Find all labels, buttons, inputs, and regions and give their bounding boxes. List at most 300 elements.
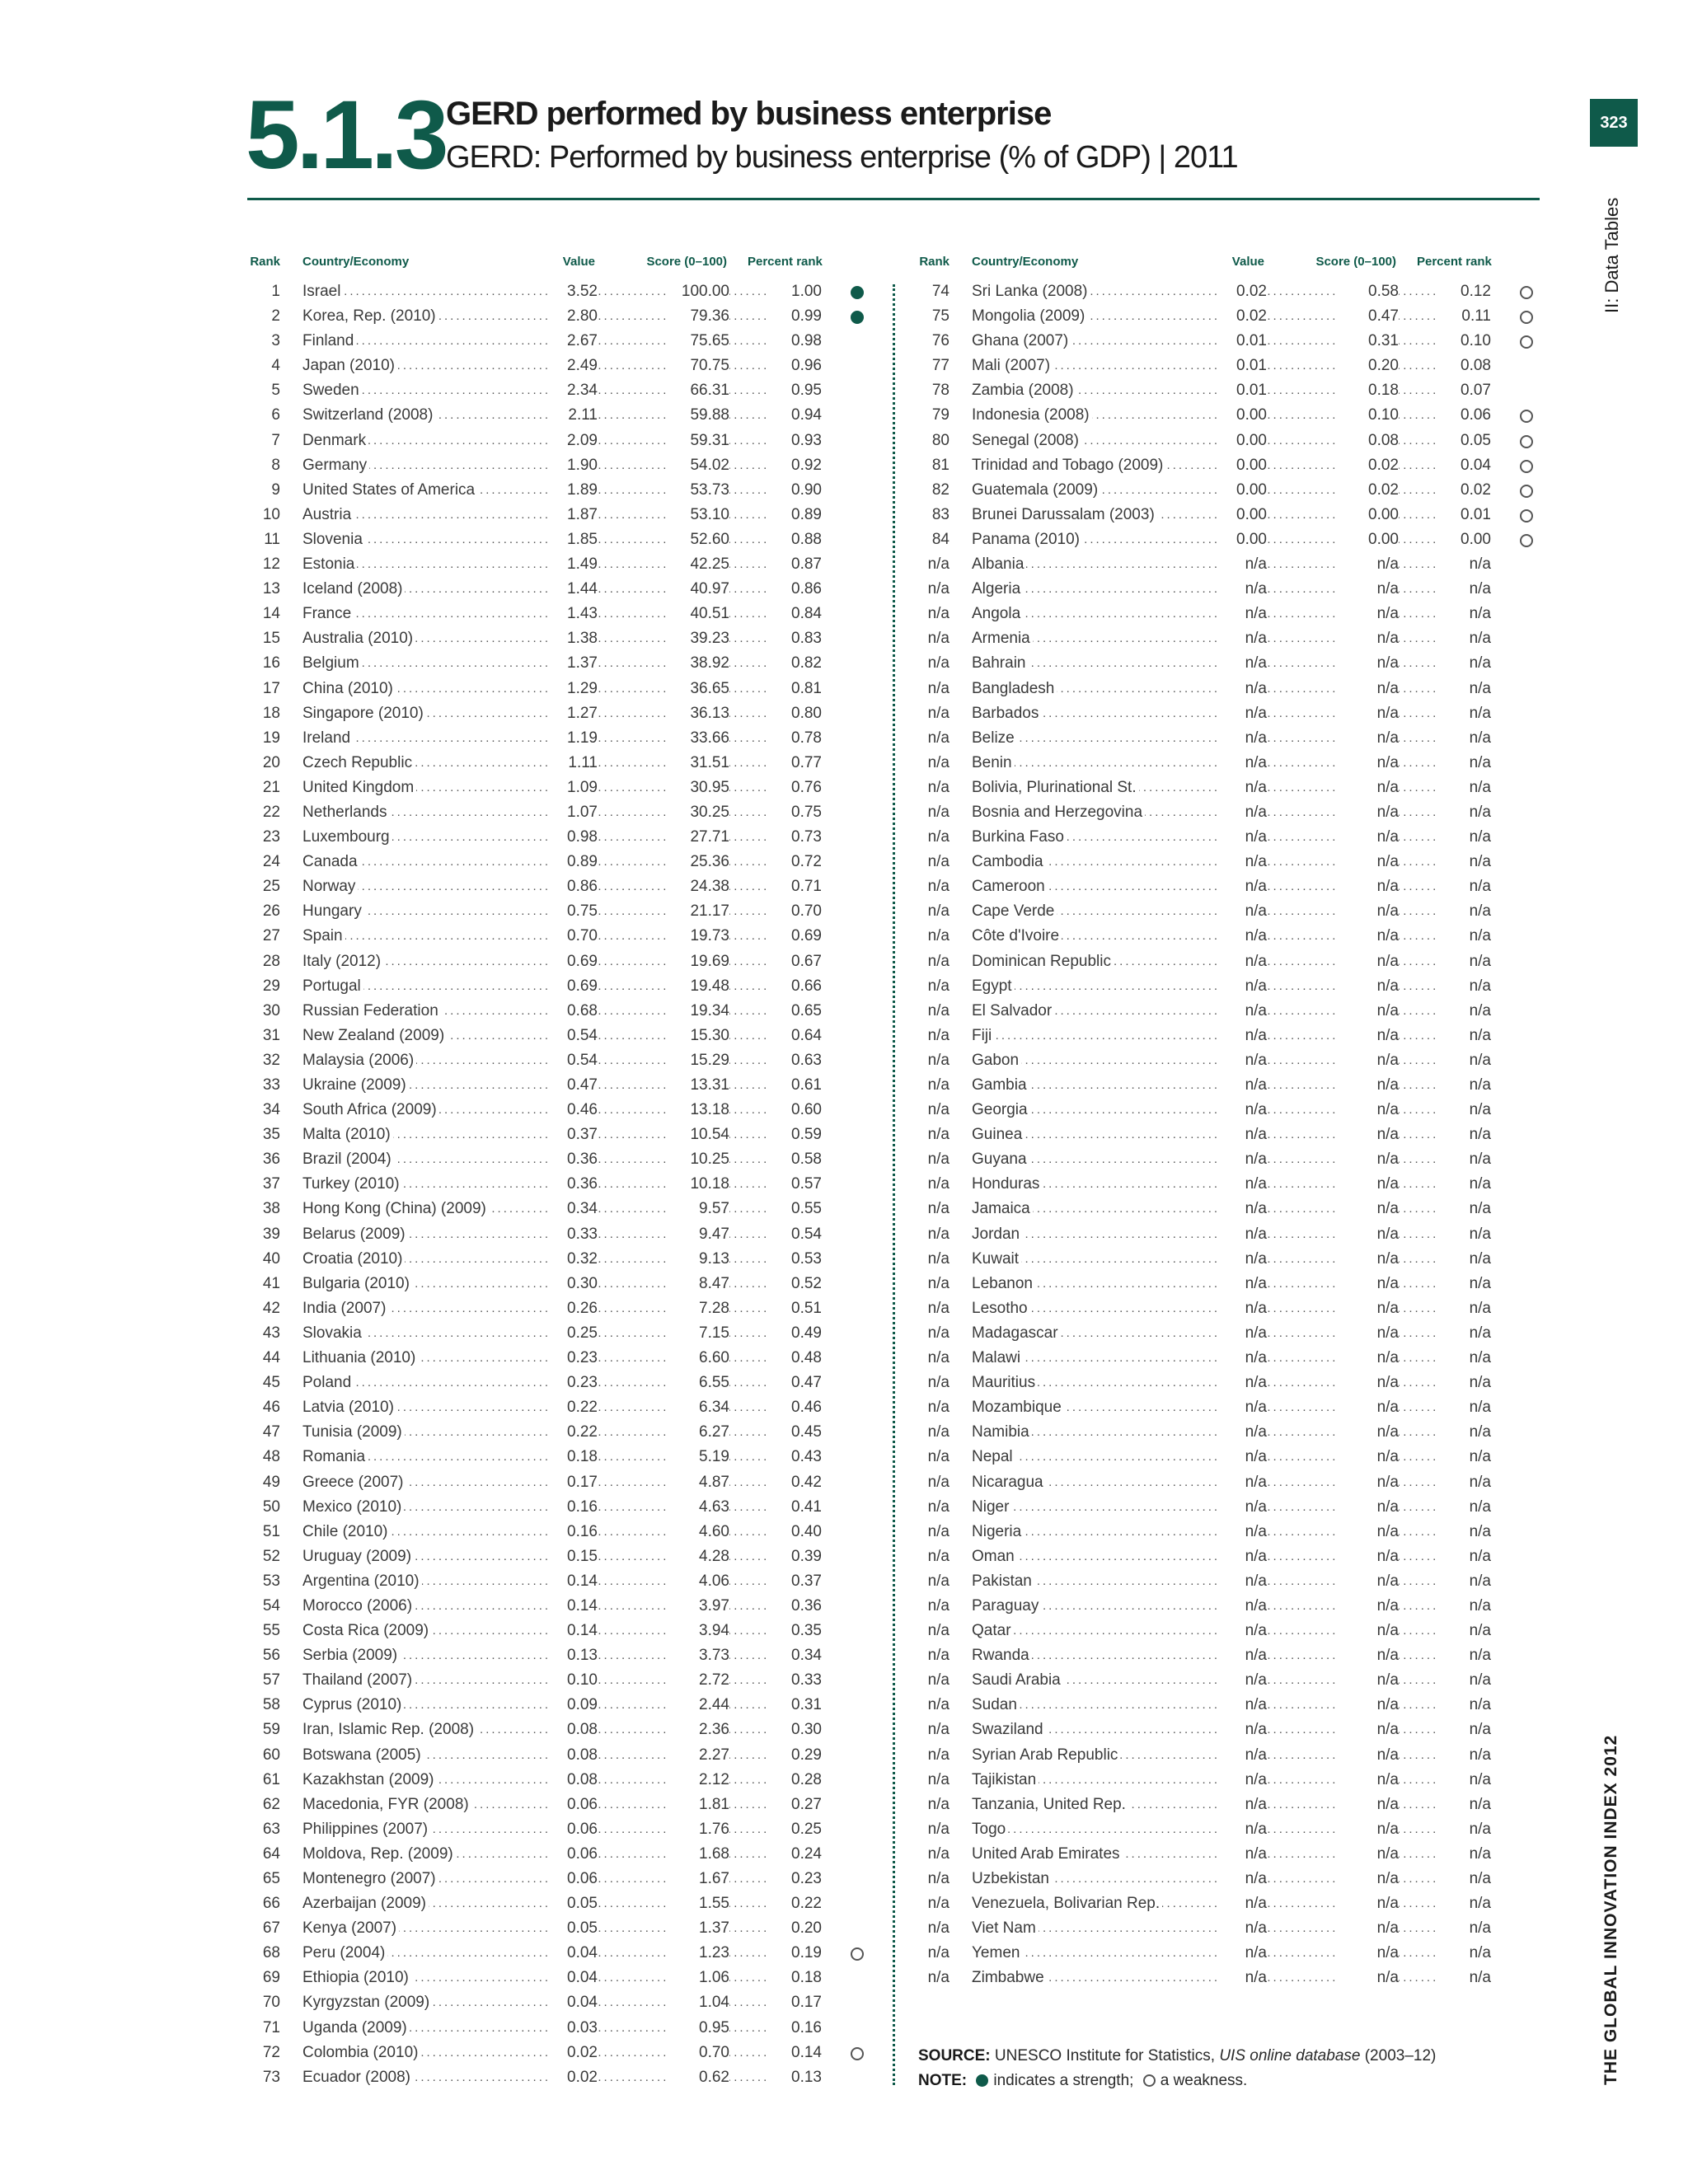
cell-country: Mozambique [972, 1395, 1064, 1420]
cell-percent-rank: 0.73 [767, 825, 822, 850]
cell-value: n/a [1217, 1296, 1267, 1321]
cell-value: 0.69 [547, 974, 598, 999]
cell-percent-rank: 0.02 [1436, 478, 1491, 503]
cell-country: Slovakia [302, 1321, 364, 1346]
cell-score: 25.36 [666, 850, 729, 874]
cell-percent-rank: n/a [1436, 1048, 1491, 1073]
source-label: SOURCE: [918, 2047, 991, 2064]
cell-rank: 25 [262, 878, 280, 896]
cell-country: Fiji [972, 1024, 994, 1048]
cell-score: 8.47 [666, 1272, 729, 1296]
cell-value: 1.11 [547, 751, 598, 776]
cell-score: 31.51 [666, 751, 729, 776]
cell-value: 0.02 [1217, 279, 1267, 304]
cell-score: 2.72 [666, 1668, 729, 1693]
cell-value: n/a [1217, 999, 1267, 1024]
cell-country: Australia (2010) [302, 626, 415, 651]
cell-percent-rank: 0.24 [767, 1842, 822, 1867]
cell-value: n/a [1217, 874, 1267, 899]
cell-country: Russian Federation [302, 999, 441, 1024]
cell-rank: 60 [262, 1746, 280, 1764]
cell-country: Armenia [972, 626, 1033, 651]
cell-rank: n/a [927, 1770, 950, 1788]
cell-country: Serbia (2009) [302, 1643, 400, 1668]
cell-rank: 74 [931, 283, 950, 300]
cell-value: 1.09 [547, 776, 598, 800]
cell-country: Croatia (2010) [302, 1247, 405, 1272]
cell-country: Austria [302, 503, 354, 527]
cell-rank: 15 [262, 630, 280, 648]
cell-percent-rank: 0.54 [767, 1222, 822, 1247]
cell-percent-rank: n/a [1436, 1643, 1491, 1668]
cell-value: 1.37 [547, 651, 598, 676]
cell-value: 0.02 [547, 2041, 598, 2065]
cell-rank: n/a [927, 878, 950, 896]
cell-country: Belarus (2009) [302, 1222, 408, 1247]
cell-score: n/a [1335, 602, 1399, 626]
cell-percent-rank: 0.10 [1436, 329, 1491, 354]
cell-score: n/a [1335, 1197, 1399, 1221]
cell-country: Norway [302, 874, 358, 899]
cell-rank: 75 [931, 307, 950, 326]
cell-rank: n/a [927, 1844, 950, 1863]
cell-score: 70.75 [666, 354, 729, 378]
cell-rank: n/a [927, 1795, 950, 1813]
cell-value: 0.00 [1217, 527, 1267, 552]
cell-rank: 12 [262, 555, 280, 574]
cell-country: Canada [302, 850, 360, 874]
cell-value: 0.01 [1217, 378, 1267, 403]
hollow-circle-icon [1520, 509, 1533, 523]
cell-score: n/a [1335, 1147, 1399, 1172]
cell-score: 33.66 [666, 726, 729, 751]
cell-country: Gambia [972, 1073, 1029, 1098]
cell-score: n/a [1335, 1619, 1399, 1643]
source-years: (2003–12) [1364, 2047, 1437, 2064]
cell-country: Bolivia, Plurinational St. [972, 776, 1139, 800]
cell-score: n/a [1335, 1520, 1399, 1544]
cell-percent-rank: 0.25 [767, 1817, 822, 1842]
cell-score: n/a [1335, 1495, 1399, 1520]
cell-country: Switzerland (2008) [302, 403, 435, 428]
cell-score: 66.31 [666, 378, 729, 403]
cell-country: Moldova, Rep. (2009) [302, 1842, 456, 1867]
cell-country: Gabon [972, 1048, 1021, 1073]
cell-value: n/a [1217, 1495, 1267, 1520]
cell-value: 0.05 [547, 1891, 598, 1916]
cell-rank: n/a [927, 1374, 950, 1392]
cell-value: n/a [1217, 1569, 1267, 1594]
cell-rank: 5 [271, 382, 280, 400]
cell-score: 36.65 [666, 677, 729, 701]
source-database: UIS online database [1219, 2047, 1361, 2064]
cell-score: 0.10 [1335, 403, 1399, 428]
cell-value: 1.38 [547, 626, 598, 651]
cell-percent-rank: 0.60 [767, 1098, 822, 1122]
cell-country: South Africa (2009) [302, 1098, 439, 1122]
cell-score: 6.60 [666, 1346, 729, 1371]
cell-rank: n/a [927, 753, 950, 771]
column-header-score: Score (0–100) [646, 255, 727, 269]
cell-value: 0.18 [547, 1445, 598, 1469]
page-title: GERD performed by business enterprise [446, 96, 1052, 132]
cell-percent-rank: n/a [1436, 1346, 1491, 1371]
cell-country: Romania [302, 1445, 368, 1469]
cell-percent-rank: 0.81 [767, 677, 822, 701]
cell-value: n/a [1217, 1073, 1267, 1098]
cell-value: 0.14 [547, 1619, 598, 1643]
cell-percent-rank: 0.13 [767, 2065, 822, 2090]
cell-value: n/a [1217, 1619, 1267, 1643]
cell-percent-rank: n/a [1436, 1718, 1491, 1742]
cell-value: 0.23 [547, 1346, 598, 1371]
cell-country: Jordan [972, 1222, 1022, 1247]
cell-score: n/a [1335, 1544, 1399, 1569]
cell-percent-rank: 0.37 [767, 1569, 822, 1594]
cell-percent-rank: 0.80 [767, 701, 822, 726]
cell-score: 0.02 [1335, 453, 1399, 478]
cell-country: Czech Republic [302, 751, 415, 776]
cell-country: Dominican Republic [972, 949, 1114, 974]
cell-rank: n/a [927, 1895, 950, 1913]
cell-rank: 59 [262, 1721, 280, 1739]
cell-score: n/a [1335, 1024, 1399, 1048]
cell-rank: 2 [271, 307, 280, 326]
note-line [918, 2069, 1436, 2093]
cell-percent-rank: n/a [1436, 825, 1491, 850]
cell-percent-rank: n/a [1436, 1941, 1491, 1966]
cell-country: Israel [302, 279, 343, 304]
cell-rank: 64 [262, 1844, 280, 1863]
cell-rank: n/a [927, 1547, 950, 1565]
cell-country: Nepal [972, 1445, 1015, 1469]
cell-rank: 38 [262, 1200, 280, 1218]
cell-percent-rank: 0.40 [767, 1520, 822, 1544]
cell-percent-rank: 0.52 [767, 1272, 822, 1296]
cell-value: 0.06 [547, 1842, 598, 1867]
cell-percent-rank: 0.70 [767, 899, 822, 924]
cell-score: 100.00 [666, 279, 729, 304]
cell-value: n/a [1217, 1718, 1267, 1742]
cell-score: 30.95 [666, 776, 729, 800]
cell-percent-rank: 0.67 [767, 949, 822, 974]
cell-country: Angola [972, 602, 1023, 626]
cell-country: Greece (2007) [302, 1470, 406, 1495]
cell-rank: n/a [927, 580, 950, 598]
cell-value: 1.87 [547, 503, 598, 527]
cell-country: Burkina Faso [972, 825, 1067, 850]
cell-rank: n/a [927, 1026, 950, 1044]
cell-country: Spain [302, 924, 345, 949]
cell-score: 30.25 [666, 800, 729, 825]
cell-score: n/a [1335, 1693, 1399, 1718]
cell-country: Algeria [972, 577, 1023, 602]
cell-country: Tajikistan [972, 1768, 1039, 1793]
cell-value: 0.00 [1217, 478, 1267, 503]
cell-value: n/a [1217, 1346, 1267, 1371]
cell-percent-rank: 0.98 [767, 329, 822, 354]
column-divider [893, 284, 895, 2085]
cell-rank: n/a [927, 1919, 950, 1938]
cell-score: 10.25 [666, 1147, 729, 1172]
cell-percent-rank: 0.42 [767, 1470, 822, 1495]
cell-rank: n/a [927, 1151, 950, 1169]
cell-rank: n/a [927, 1299, 950, 1317]
cell-percent-rank: 0.57 [767, 1172, 822, 1197]
cell-percent-rank: n/a [1436, 651, 1491, 676]
cell-country: Singapore (2010) [302, 701, 426, 726]
cell-country: Guyana [972, 1147, 1029, 1172]
cell-score: 2.44 [666, 1693, 729, 1718]
cell-value: n/a [1217, 1916, 1267, 1941]
cell-value: 0.05 [547, 1916, 598, 1941]
cell-score: 59.31 [666, 429, 729, 453]
cell-score: n/a [1335, 651, 1399, 676]
cell-country: Côte d'Ivoire [972, 924, 1062, 949]
cell-rank: n/a [927, 1076, 950, 1094]
cell-percent-rank: 0.18 [767, 1966, 822, 1990]
cell-country: Netherlands [302, 800, 389, 825]
cell-percent-rank: n/a [1436, 1470, 1491, 1495]
cell-country: Estonia [302, 552, 357, 577]
cell-percent-rank: 0.61 [767, 1073, 822, 1098]
cell-percent-rank: 0.06 [1436, 403, 1491, 428]
cell-rank: 68 [262, 1944, 280, 1962]
cell-percent-rank: 0.30 [767, 1718, 822, 1742]
cell-value: 2.11 [547, 403, 598, 428]
cell-rank: 78 [931, 382, 950, 400]
cell-value: n/a [1217, 1122, 1267, 1147]
cell-value: 0.33 [547, 1222, 598, 1247]
cell-country: United Arab Emirates [972, 1842, 1123, 1867]
cell-rank: 48 [262, 1448, 280, 1466]
hollow-circle-icon [1520, 410, 1533, 423]
cell-value: n/a [1217, 1966, 1267, 1990]
cell-score: 1.23 [666, 1941, 729, 1966]
cell-score: 59.88 [666, 403, 729, 428]
cell-country: Mongolia (2009) [972, 304, 1087, 329]
cell-country: Honduras [972, 1172, 1042, 1197]
cell-value: 0.00 [1217, 429, 1267, 453]
cell-score: n/a [1335, 1470, 1399, 1495]
cell-value: n/a [1217, 1197, 1267, 1221]
column-header-country: Country/Economy [972, 255, 1079, 269]
cell-value: 0.09 [547, 1693, 598, 1718]
cell-score: n/a [1335, 751, 1399, 776]
cell-percent-rank: n/a [1436, 1520, 1491, 1544]
cell-value: 0.15 [547, 1544, 598, 1569]
cell-value: n/a [1217, 1768, 1267, 1793]
cell-score: n/a [1335, 1817, 1399, 1842]
cell-value: 0.06 [547, 1817, 598, 1842]
cell-country: Hong Kong (China) (2009) [302, 1197, 489, 1221]
cell-score: 1.68 [666, 1842, 729, 1867]
cell-score: 4.60 [666, 1520, 729, 1544]
cell-country: Zimbabwe [972, 1966, 1047, 1990]
cell-percent-rank: 0.71 [767, 874, 822, 899]
cell-rank: 58 [262, 1696, 280, 1714]
cell-percent-rank: n/a [1436, 626, 1491, 651]
cell-percent-rank: n/a [1436, 1122, 1491, 1147]
cell-rank: 70 [262, 1994, 280, 2012]
cell-rank: 69 [262, 1969, 280, 1987]
cell-score: n/a [1335, 1172, 1399, 1197]
cell-percent-rank: 0.64 [767, 1024, 822, 1048]
cell-score: 5.19 [666, 1445, 729, 1469]
cell-percent-rank: 0.93 [767, 429, 822, 453]
cell-rank: 81 [931, 456, 950, 474]
cell-score: n/a [1335, 1122, 1399, 1147]
cell-score: 6.55 [666, 1371, 729, 1395]
cell-value: 0.00 [1217, 453, 1267, 478]
cell-score: n/a [1335, 1891, 1399, 1916]
cell-rank: n/a [927, 1473, 950, 1491]
cell-rank: 53 [262, 1572, 280, 1590]
cell-percent-rank: 0.20 [767, 1916, 822, 1941]
cell-country: Barbados [972, 701, 1041, 726]
cell-country: Latvia (2010) [302, 1395, 396, 1420]
cell-percent-rank: 0.53 [767, 1247, 822, 1272]
cell-score: n/a [1335, 1668, 1399, 1693]
cell-score: n/a [1335, 1966, 1399, 1990]
cell-score: n/a [1335, 1941, 1399, 1966]
cell-score: 40.97 [666, 577, 729, 602]
cell-value: n/a [1217, 726, 1267, 751]
cell-score: 0.95 [666, 2016, 729, 2041]
cell-percent-rank: 0.82 [767, 651, 822, 676]
cell-value: n/a [1217, 1098, 1267, 1122]
cell-rank: 22 [262, 803, 280, 821]
cell-percent-rank: 0.86 [767, 577, 822, 602]
cell-value: 1.49 [547, 552, 598, 577]
cell-percent-rank: n/a [1436, 1966, 1491, 1990]
filled-circle-icon [976, 2074, 988, 2087]
cell-percent-rank: n/a [1436, 1073, 1491, 1098]
cell-percent-rank: n/a [1436, 701, 1491, 726]
cell-percent-rank: 0.27 [767, 1793, 822, 1817]
cell-percent-rank: n/a [1436, 850, 1491, 874]
cell-value: n/a [1217, 1867, 1267, 1891]
cell-country: Philippines (2007) [302, 1817, 430, 1842]
cell-value: 0.46 [547, 1098, 598, 1122]
cell-percent-rank: n/a [1436, 577, 1491, 602]
cell-score: n/a [1335, 1395, 1399, 1420]
cell-percent-rank: 0.08 [1436, 354, 1491, 378]
note-weakness-text: a weakness. [1160, 2072, 1248, 2089]
cell-percent-rank: n/a [1436, 1867, 1491, 1891]
cell-percent-rank: n/a [1436, 899, 1491, 924]
cell-percent-rank: 0.83 [767, 626, 822, 651]
cell-rank: 19 [262, 729, 280, 747]
cell-rank: 21 [262, 778, 280, 796]
cell-value: 2.67 [547, 329, 598, 354]
cell-value: n/a [1217, 825, 1267, 850]
cell-rank: 35 [262, 1126, 280, 1144]
hollow-circle-icon [1143, 2074, 1156, 2087]
cell-value: 0.10 [547, 1668, 598, 1693]
cell-rank: n/a [927, 1349, 950, 1367]
cell-score: 0.58 [1335, 279, 1399, 304]
cell-country: Portugal [302, 974, 363, 999]
cell-country: Hungary [302, 899, 364, 924]
cell-percent-rank: 0.16 [767, 2016, 822, 2041]
cell-country: Mauritius [972, 1371, 1038, 1395]
cell-value: 0.36 [547, 1147, 598, 1172]
cell-score: n/a [1335, 1643, 1399, 1668]
cell-country: Trinidad and Tobago (2009) [972, 453, 1165, 478]
cell-country: Viet Nam [972, 1916, 1039, 1941]
cell-score: 6.34 [666, 1395, 729, 1420]
hollow-circle-icon [1520, 311, 1533, 324]
cell-country: Finland [302, 329, 356, 354]
cell-country: Uzbekistan [972, 1867, 1052, 1891]
cell-score: 2.36 [666, 1718, 729, 1742]
cell-country: Slovenia [302, 527, 365, 552]
cell-value: 0.03 [547, 2016, 598, 2041]
cell-rank: 31 [262, 1026, 280, 1044]
cell-percent-rank: n/a [1436, 800, 1491, 825]
cell-percent-rank: n/a [1436, 1222, 1491, 1247]
cell-value: 0.23 [547, 1371, 598, 1395]
cell-value: n/a [1217, 1793, 1267, 1817]
cell-value: n/a [1217, 626, 1267, 651]
cell-value: n/a [1217, 899, 1267, 924]
cell-rank: 20 [262, 753, 280, 771]
cell-percent-rank: 0.39 [767, 1544, 822, 1569]
cell-rank: 56 [262, 1647, 280, 1665]
cell-value: n/a [1217, 1520, 1267, 1544]
cell-rank: n/a [927, 1497, 950, 1516]
cell-score: 40.51 [666, 602, 729, 626]
cell-percent-rank: 0.22 [767, 1891, 822, 1916]
cell-percent-rank: n/a [1436, 1420, 1491, 1445]
cell-score: 24.38 [666, 874, 729, 899]
cell-percent-rank: 0.46 [767, 1395, 822, 1420]
cell-rank: n/a [927, 1522, 950, 1540]
cell-score: n/a [1335, 577, 1399, 602]
cell-rank: n/a [927, 1126, 950, 1144]
cell-value: n/a [1217, 776, 1267, 800]
cell-value: n/a [1217, 1371, 1267, 1395]
cell-percent-rank: n/a [1436, 974, 1491, 999]
cell-country: Ghana (2007) [972, 329, 1071, 354]
cell-country: Macedonia, FYR (2008) [302, 1793, 471, 1817]
cell-value: 0.00 [1217, 403, 1267, 428]
cell-rank: 23 [262, 828, 280, 846]
cell-score: n/a [1335, 974, 1399, 999]
cell-rank: 32 [262, 1051, 280, 1069]
cell-country: Korea, Rep. (2010) [302, 304, 438, 329]
cell-value: 0.54 [547, 1048, 598, 1073]
cell-country: Bangladesh [972, 677, 1057, 701]
cell-percent-rank: n/a [1436, 1693, 1491, 1718]
cell-percent-rank: 0.96 [767, 354, 822, 378]
cell-value: n/a [1217, 1668, 1267, 1693]
cell-country: Lithuania (2010) [302, 1346, 418, 1371]
cell-score: n/a [1335, 1842, 1399, 1867]
cell-percent-rank: 0.29 [767, 1743, 822, 1768]
cell-value: n/a [1217, 974, 1267, 999]
cell-country: Guinea [972, 1122, 1025, 1147]
cell-score: 7.28 [666, 1296, 729, 1321]
cell-rank: 62 [262, 1795, 280, 1813]
cell-value: n/a [1217, 1147, 1267, 1172]
cell-rank: 54 [262, 1596, 280, 1615]
cell-rank: 14 [262, 605, 280, 623]
cell-country: Ukraine (2009) [302, 1073, 409, 1098]
cell-rank: 41 [262, 1274, 280, 1292]
cell-rank: n/a [927, 1101, 950, 1119]
